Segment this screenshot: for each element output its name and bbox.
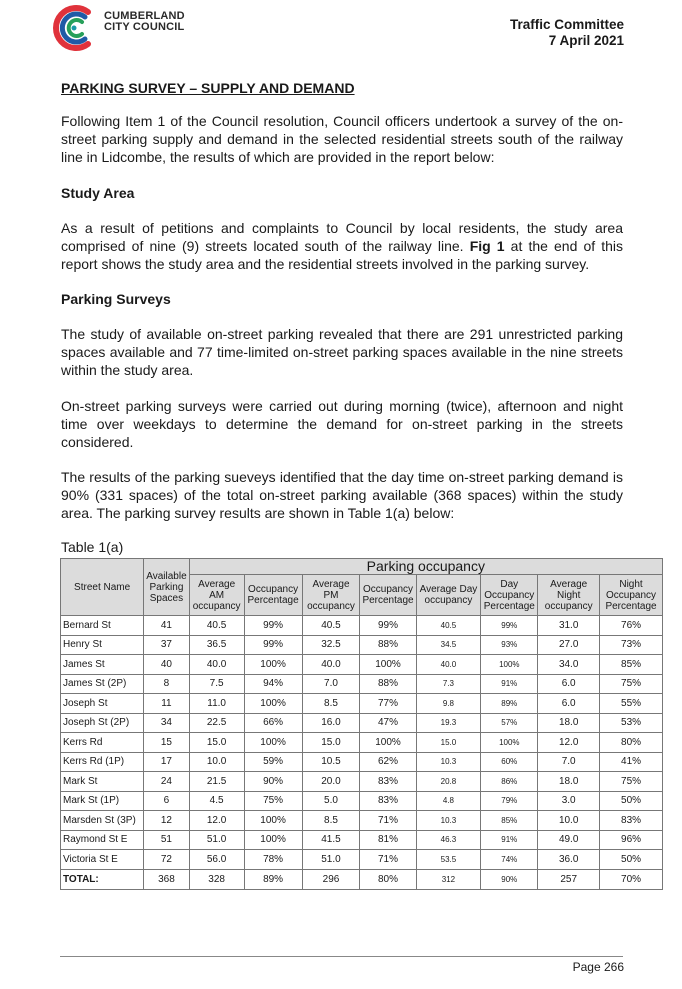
council-name <box>104 11 185 33</box>
cell-night-percentage: 80% <box>600 733 663 753</box>
cell-street-name: Mark St (1P) <box>61 791 144 811</box>
cell-am-percentage: 75% <box>244 791 302 811</box>
cell-day-average: 4.8 <box>416 791 481 811</box>
cell-pm-percentage: 80% <box>360 869 416 889</box>
cell-night-percentage: 83% <box>600 811 663 831</box>
cell-day-percentage: 91% <box>481 830 538 850</box>
cell-pm-average: 7.0 <box>302 674 360 694</box>
cell-pm-average: 20.0 <box>302 772 360 792</box>
cell-night-average: 6.0 <box>538 674 600 694</box>
cell-night-average: 34.0 <box>538 655 600 675</box>
table-row <box>61 850 663 870</box>
cell-am-average: 10.0 <box>189 752 244 772</box>
cell-day-percentage: 74% <box>481 850 538 870</box>
cell-night-percentage: 70% <box>600 869 663 889</box>
cell-am-average: 11.0 <box>189 694 244 714</box>
cell-available-spaces: 41 <box>144 616 189 636</box>
cell-day-average: 15.0 <box>416 733 481 753</box>
meeting-date: 7 April 2021 <box>548 33 624 48</box>
cell-day-average: 53.5 <box>416 850 481 870</box>
footer-divider <box>60 956 623 957</box>
cell-night-percentage: 75% <box>600 772 663 792</box>
cell-street-name: James St (2P) <box>61 674 144 694</box>
study-area-text-before: As a result of petitions and complaints to Council by local residents, the study area comprised of nine (9) streets located south of the railway line. <box>61 220 623 254</box>
cell-am-average: 22.5 <box>189 713 244 733</box>
cell-pm-average: 8.5 <box>302 694 360 714</box>
cell-night-average: 27.0 <box>538 635 600 655</box>
cell-pm-average: 41.5 <box>302 830 360 850</box>
cell-pm-average: 15.0 <box>302 733 360 753</box>
table-row <box>61 635 663 655</box>
study-area-paragraph <box>61 219 623 273</box>
cell-am-percentage: 100% <box>244 811 302 831</box>
table-row <box>61 694 663 714</box>
cell-pm-percentage: 81% <box>360 830 416 850</box>
cell-night-average: 36.0 <box>538 850 600 870</box>
cell-am-percentage: 100% <box>244 830 302 850</box>
cell-day-average: 46.3 <box>416 830 481 850</box>
cell-day-percentage: 86% <box>481 772 538 792</box>
cell-day-average: 312 <box>416 869 481 889</box>
cell-pm-percentage: 71% <box>360 850 416 870</box>
cell-available-spaces: 11 <box>144 694 189 714</box>
cell-day-average: 40.5 <box>416 616 481 636</box>
cell-am-average: 12.0 <box>189 811 244 831</box>
cell-night-average: 18.0 <box>538 772 600 792</box>
cell-am-average: 15.0 <box>189 733 244 753</box>
cell-available-spaces: 40 <box>144 655 189 675</box>
cell-pm-percentage: 100% <box>360 733 416 753</box>
cell-day-percentage: 57% <box>481 713 538 733</box>
table-row <box>61 616 663 636</box>
parking-surveys-paragraph-3: The results of the parking sueveys identified that the day time on-street parking demand is 90% (331 spaces) of the total on-street parking available (368 spaces) within the study area. The parking survey results are shown in Table 1(a) below: <box>61 469 623 521</box>
table-caption: Table 1(a) <box>61 539 124 555</box>
cell-pm-average: 16.0 <box>302 713 360 733</box>
cell-day-average: 10.3 <box>416 811 481 831</box>
cell-day-average: 9.8 <box>416 694 481 714</box>
cell-am-percentage: 99% <box>244 635 302 655</box>
cell-day-percentage: 60% <box>481 752 538 772</box>
cell-day-average: 40.0 <box>416 655 481 675</box>
cell-am-average: 40.0 <box>189 655 244 675</box>
cell-available-spaces: 17 <box>144 752 189 772</box>
cell-am-percentage: 100% <box>244 733 302 753</box>
cell-day-average: 10.3 <box>416 752 481 772</box>
cell-day-percentage: 99% <box>481 616 538 636</box>
cell-pm-percentage: 47% <box>360 713 416 733</box>
table-row <box>61 830 663 850</box>
cell-am-percentage: 66% <box>244 713 302 733</box>
cell-pm-percentage: 88% <box>360 635 416 655</box>
cell-night-average: 257 <box>538 869 600 889</box>
cell-night-percentage: 75% <box>600 674 663 694</box>
figure-reference: Fig 1 <box>469 238 505 254</box>
cell-am-average: 7.5 <box>189 674 244 694</box>
cell-am-percentage: 78% <box>244 850 302 870</box>
cell-night-percentage: 76% <box>600 616 663 636</box>
cell-pm-percentage: 100% <box>360 655 416 675</box>
page-number: Page 266 <box>572 960 624 974</box>
cell-day-percentage: 100% <box>481 655 538 675</box>
cell-day-percentage: 91% <box>481 674 538 694</box>
cell-street-name: Joseph St (2P) <box>61 713 144 733</box>
cell-am-percentage: 90% <box>244 772 302 792</box>
column-header-pm-average: Average PM occupancy <box>302 575 360 616</box>
group-header-parking-occupancy: Parking occupancy <box>189 559 662 575</box>
cell-night-percentage: 50% <box>600 850 663 870</box>
cell-street-name: Kerrs Rd (1P) <box>61 752 144 772</box>
cell-day-percentage: 89% <box>481 694 538 714</box>
cell-night-percentage: 50% <box>600 791 663 811</box>
intro-paragraph: Following Item 1 of the Council resolution, Council officers undertook a survey of the on-street parking supply and demand in the selected residential streets south of the railway line in Lidcombe, the results of which are provided in the report below: <box>61 113 623 165</box>
cell-night-percentage: 85% <box>600 655 663 675</box>
cell-day-average: 7.3 <box>416 674 481 694</box>
cell-day-percentage: 79% <box>481 791 538 811</box>
cell-am-average: 36.5 <box>189 635 244 655</box>
cell-available-spaces: 8 <box>144 674 189 694</box>
cell-night-average: 7.0 <box>538 752 600 772</box>
parking-surveys-paragraph-1: The study of available on-street parking revealed that there are 291 unrestricted parking spaces available and 77 time-limited on-street parking spaces available in the nine streets within the study area. <box>61 326 623 378</box>
table-row <box>61 655 663 675</box>
table-body <box>61 616 663 890</box>
cell-street-name: Victoria St E <box>61 850 144 870</box>
table-row <box>61 752 663 772</box>
cell-pm-percentage: 83% <box>360 791 416 811</box>
cell-street-name: TOTAL: <box>61 869 144 889</box>
table-row <box>61 811 663 831</box>
cell-pm-average: 10.5 <box>302 752 360 772</box>
section-title: PARKING SURVEY – SUPPLY AND DEMAND <box>61 80 355 96</box>
cell-am-average: 56.0 <box>189 850 244 870</box>
cell-night-average: 3.0 <box>538 791 600 811</box>
cell-day-percentage: 100% <box>481 733 538 753</box>
report-content <box>61 79 623 556</box>
cell-pm-average: 51.0 <box>302 850 360 870</box>
cumberland-logo <box>48 2 100 54</box>
cell-am-percentage: 100% <box>244 655 302 675</box>
cell-pm-percentage: 77% <box>360 694 416 714</box>
cell-night-percentage: 96% <box>600 830 663 850</box>
study-area-heading: Study Area <box>61 185 135 201</box>
column-header-day-average: Average Day occupancy <box>416 575 481 616</box>
cell-pm-percentage: 62% <box>360 752 416 772</box>
parking-surveys-heading: Parking Surveys <box>61 291 171 307</box>
cell-pm-average: 40.0 <box>302 655 360 675</box>
cell-available-spaces: 15 <box>144 733 189 753</box>
column-header-am-percentage: Occupancy Percentage <box>244 575 302 616</box>
cell-am-average: 51.0 <box>189 830 244 850</box>
cell-am-average: 328 <box>189 869 244 889</box>
cell-street-name: James St <box>61 655 144 675</box>
committee-name: Traffic Committee <box>509 17 624 32</box>
cell-night-percentage: 41% <box>600 752 663 772</box>
cell-day-average: 19.3 <box>416 713 481 733</box>
cell-street-name: Henry St <box>61 635 144 655</box>
cell-pm-percentage: 99% <box>360 616 416 636</box>
cell-am-average: 21.5 <box>189 772 244 792</box>
cell-street-name: Mark St <box>61 772 144 792</box>
column-header-am-average: Average AM occupancy <box>189 575 244 616</box>
column-header-night-percentage: Night Occupancy Percentage <box>600 575 663 616</box>
cell-available-spaces: 51 <box>144 830 189 850</box>
parking-surveys-paragraph-2: On-street parking surveys were carried out during morning (twice), afternoon and night time over weekdays to determine the demand for on-street parking in the streets considered. <box>61 398 623 450</box>
cell-night-percentage: 73% <box>600 635 663 655</box>
council-name-line2: CITY COUNCIL <box>104 21 185 33</box>
cell-pm-average: 40.5 <box>302 616 360 636</box>
cell-night-average: 31.0 <box>538 616 600 636</box>
cell-pm-average: 8.5 <box>302 811 360 831</box>
cell-street-name: Bernard St <box>61 616 144 636</box>
cell-day-percentage: 85% <box>481 811 538 831</box>
cell-am-percentage: 89% <box>244 869 302 889</box>
cell-night-average: 18.0 <box>538 713 600 733</box>
table-total-row <box>61 869 663 889</box>
cell-available-spaces: 37 <box>144 635 189 655</box>
parking-occupancy-table <box>60 558 663 890</box>
cell-street-name: Marsden St (3P) <box>61 811 144 831</box>
cell-night-average: 49.0 <box>538 830 600 850</box>
cell-am-percentage: 59% <box>244 752 302 772</box>
cell-day-percentage: 90% <box>481 869 538 889</box>
cell-am-percentage: 99% <box>244 616 302 636</box>
column-header-day-percentage: Day Occupancy Percentage <box>481 575 538 616</box>
column-header-street-name: Street Name <box>61 559 144 616</box>
table-row <box>61 733 663 753</box>
table-row <box>61 772 663 792</box>
council-name-line1: CUMBERLAND <box>104 10 185 22</box>
cell-night-percentage: 53% <box>600 713 663 733</box>
study-area-text-after: at the end of this report shows the study area and the residential streets involved in the parking survey. <box>61 238 624 272</box>
table-row <box>61 713 663 733</box>
table-row <box>61 791 663 811</box>
cell-pm-average: 5.0 <box>302 791 360 811</box>
cell-pm-average: 32.5 <box>302 635 360 655</box>
cell-available-spaces: 24 <box>144 772 189 792</box>
cell-day-average: 20.8 <box>416 772 481 792</box>
cell-day-average: 34.5 <box>416 635 481 655</box>
cell-am-percentage: 100% <box>244 694 302 714</box>
cell-available-spaces: 72 <box>144 850 189 870</box>
header-meta <box>510 17 624 49</box>
cell-am-average: 4.5 <box>189 791 244 811</box>
cell-available-spaces: 34 <box>144 713 189 733</box>
cell-night-average: 10.0 <box>538 811 600 831</box>
cell-street-name: Joseph St <box>61 694 144 714</box>
cell-night-percentage: 55% <box>600 694 663 714</box>
table-row <box>61 674 663 694</box>
cell-day-percentage: 93% <box>481 635 538 655</box>
cell-am-percentage: 94% <box>244 674 302 694</box>
cell-pm-percentage: 71% <box>360 811 416 831</box>
column-header-available-spaces: Available Parking Spaces <box>144 559 189 616</box>
cell-pm-percentage: 83% <box>360 772 416 792</box>
column-header-night-average: Average Night occupancy <box>538 575 600 616</box>
cell-pm-percentage: 88% <box>360 674 416 694</box>
cell-available-spaces: 6 <box>144 791 189 811</box>
cell-night-average: 6.0 <box>538 694 600 714</box>
cell-available-spaces: 368 <box>144 869 189 889</box>
column-header-pm-percentage: Occupancy Percentage <box>360 575 416 616</box>
cell-am-average: 40.5 <box>189 616 244 636</box>
cell-night-average: 12.0 <box>538 733 600 753</box>
cell-pm-average: 296 <box>302 869 360 889</box>
cell-street-name: Raymond St E <box>61 830 144 850</box>
cell-available-spaces: 12 <box>144 811 189 831</box>
cell-street-name: Kerrs Rd <box>61 733 144 753</box>
